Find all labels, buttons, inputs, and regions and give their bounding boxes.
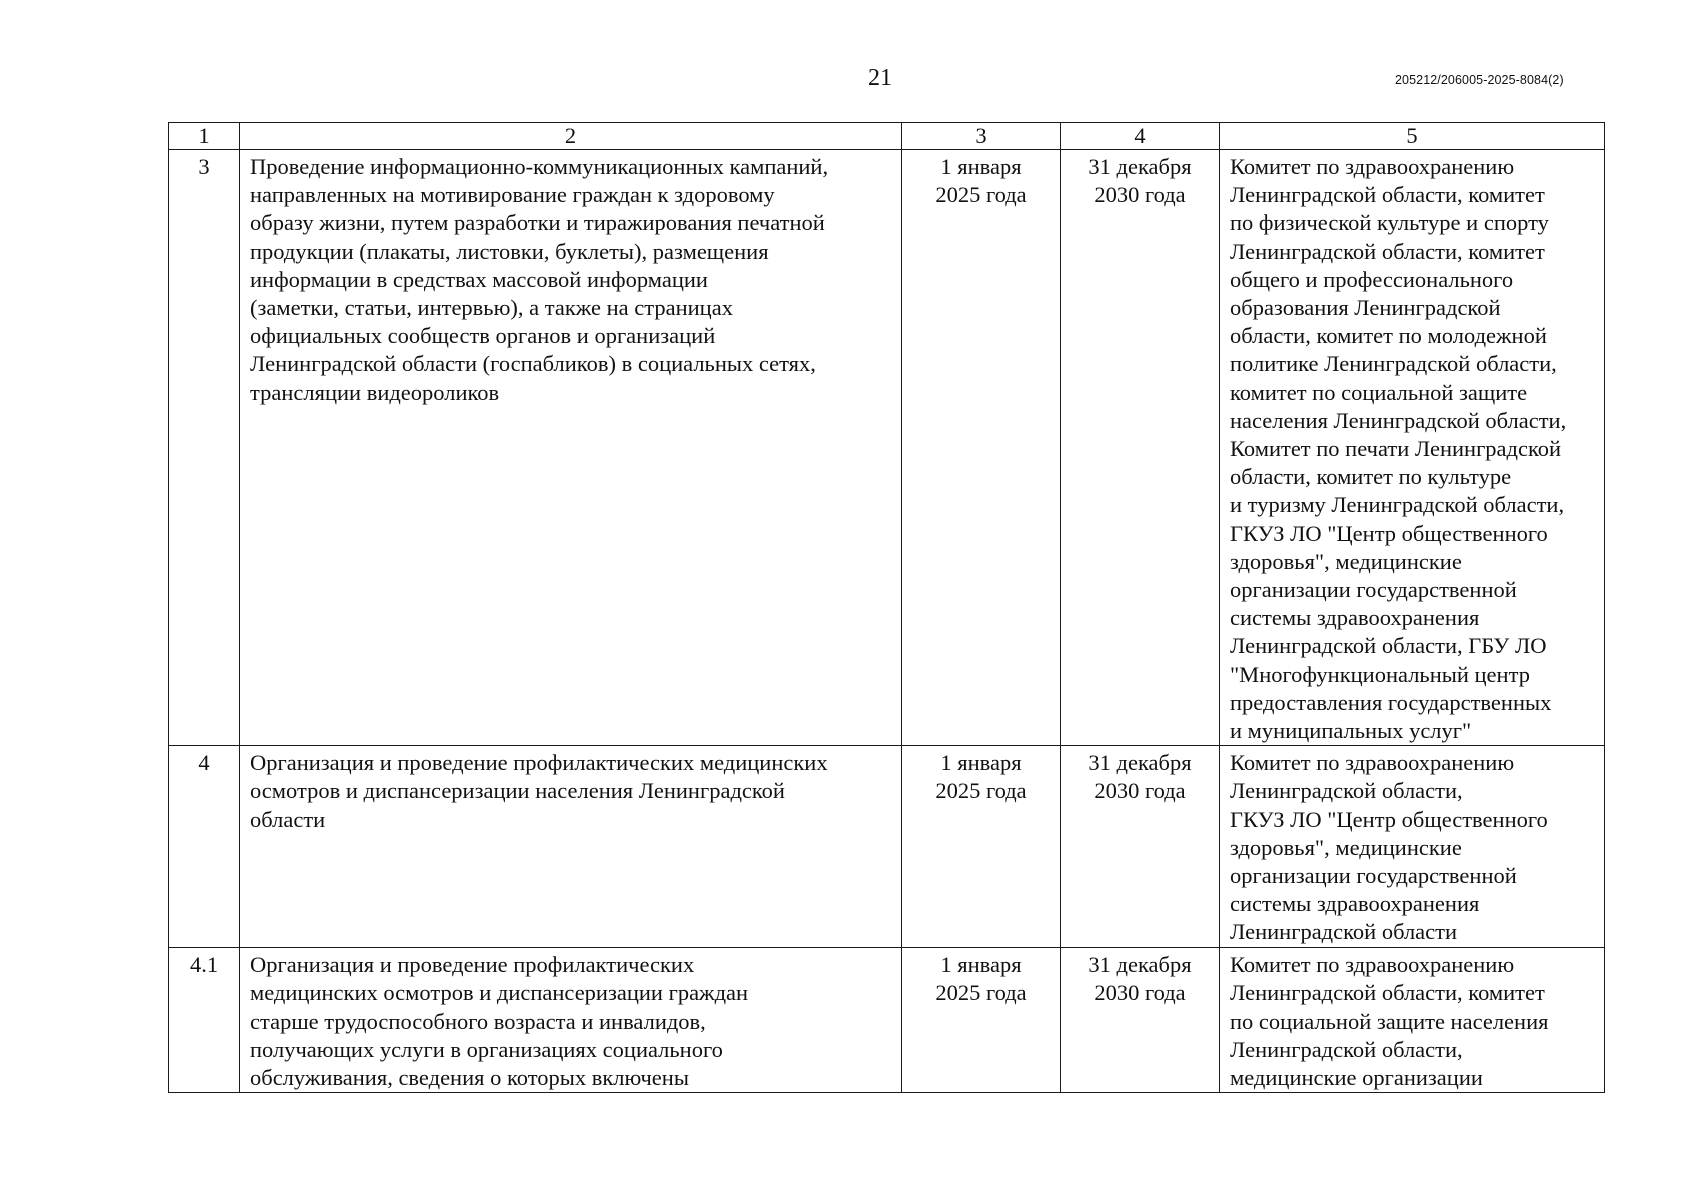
description-line: получающих услуги в организациях социального	[250, 1036, 723, 1062]
responsible-executors	[1220, 746, 1605, 948]
responsible-line: Комитет по здравоохранению	[1230, 154, 1515, 179]
responsible-line: Ленинградской области,	[1230, 778, 1463, 804]
start-date-line: 2025 года	[935, 182, 1027, 208]
responsible-line: Ленинградской области, ГБУ ЛО	[1230, 633, 1547, 659]
table-row	[169, 948, 1605, 1093]
end-date-line: 31 декабря	[1088, 952, 1192, 978]
responsible-line: организации государственной	[1230, 863, 1517, 889]
responsible-line: организации государственной	[1230, 577, 1517, 603]
end-date	[1061, 150, 1220, 746]
end-date-line: 2030 года	[1094, 182, 1186, 208]
responsible-executors	[1220, 948, 1605, 1093]
column-number-header-row	[169, 123, 1605, 150]
start-date-line: 1 января	[940, 952, 1022, 978]
end-date-line: 2030 года	[1094, 778, 1186, 804]
responsible-line: ГКУЗ ЛО "Центр общественного	[1230, 520, 1548, 546]
start-date-line: 2025 года	[935, 980, 1027, 1006]
start-date-line: 1 января	[940, 154, 1022, 179]
row-number: 4	[169, 746, 240, 948]
description-line: образу жизни, путем разработки и тиражирования печатной	[250, 210, 825, 236]
start-date-line: 2025 года	[935, 778, 1027, 804]
responsible-line: Ленинградской области, комитет	[1230, 980, 1545, 1006]
responsible-line: Ленинградской области, комитет	[1230, 182, 1545, 208]
responsible-line: по социальной защите населения	[1230, 1008, 1549, 1034]
responsible-line: образования Ленинградской	[1230, 295, 1501, 321]
description-line: медицинских осмотров и диспансеризации граждан	[250, 980, 749, 1006]
activity-description	[240, 746, 902, 948]
responsible-line: по физической культуре и спорту	[1230, 210, 1549, 236]
responsible-line: и муниципальных услуг"	[1230, 718, 1472, 744]
column-header-1: 1	[169, 123, 240, 150]
responsible-line: комитет по социальной защите	[1230, 379, 1528, 405]
end-date-line: 31 декабря	[1088, 750, 1192, 776]
description-line: (заметки, статьи, интервью), а также на страницах	[250, 295, 733, 321]
responsible-line: области, комитет по культуре	[1230, 464, 1512, 490]
start-date	[902, 150, 1061, 746]
column-header-4: 4	[1061, 123, 1220, 150]
responsible-executors	[1220, 150, 1605, 746]
end-date-line: 2030 года	[1094, 980, 1186, 1006]
responsible-line: Ленинградской области, комитет	[1230, 238, 1545, 264]
responsible-line: здоровья", медицинские	[1230, 548, 1462, 574]
description-line: области	[250, 806, 326, 832]
activity-description	[240, 150, 902, 746]
row-number: 4.1	[169, 948, 240, 1093]
row-number: 3	[169, 150, 240, 746]
description-line: информации в средствах массовой информации	[250, 266, 708, 292]
activity-description	[240, 948, 902, 1093]
plan-table	[168, 122, 1605, 1093]
description-line: Проведение информационно-коммуникационных кампаний,	[250, 154, 829, 179]
table-row	[169, 746, 1605, 948]
description-line: официальных сообществ органов и организаций	[250, 323, 716, 349]
responsible-line: области, комитет по молодежной	[1230, 323, 1547, 349]
responsible-line: Ленинградской области,	[1230, 1036, 1463, 1062]
start-date-line: 1 января	[940, 750, 1022, 776]
description-line: осмотров и диспансеризации населения Ленинградской	[250, 778, 785, 804]
responsible-line: предоставления государственных	[1230, 689, 1552, 715]
column-header-3: 3	[902, 123, 1061, 150]
description-line: трансляции видеороликов	[250, 379, 500, 405]
responsible-line: общего и профессионального	[1230, 266, 1514, 292]
description-line: Организация и проведение профилактических медицинских	[250, 750, 828, 776]
end-date	[1061, 746, 1220, 948]
start-date	[902, 948, 1061, 1093]
responsible-line: Комитет по здравоохранению	[1230, 952, 1515, 978]
description-line: старше трудоспособного возраста и инвалидов,	[250, 1008, 706, 1034]
responsible-line: системы здравоохранения	[1230, 891, 1480, 917]
end-date	[1061, 948, 1220, 1093]
responsible-line: политике Ленинградской области,	[1230, 351, 1557, 377]
responsible-line: ГКУЗ ЛО "Центр общественного	[1230, 806, 1548, 832]
document-registration-code: 205212/206005-2025-8084(2)	[1395, 73, 1564, 87]
description-line: Ленинградской области (госпабликов) в социальных сетях,	[250, 351, 816, 377]
responsible-line: Ленинградской области	[1230, 919, 1458, 945]
responsible-line: населения Ленинградской области,	[1230, 407, 1567, 433]
responsible-line: Комитет по печати Ленинградской	[1230, 436, 1562, 462]
end-date-line: 31 декабря	[1088, 154, 1192, 179]
responsible-line: системы здравоохранения	[1230, 605, 1480, 631]
description-line: обслуживания, сведения о которых включены	[250, 1065, 689, 1091]
description-line: продукции (плакаты, листовки, буклеты), размещения	[250, 238, 769, 264]
table-row	[169, 150, 1605, 746]
column-header-2: 2	[240, 123, 902, 150]
responsible-line: "Многофункциональный центр	[1230, 661, 1530, 687]
responsible-line: и туризму Ленинградской области,	[1230, 492, 1565, 518]
column-header-5: 5	[1220, 123, 1605, 150]
responsible-line: здоровья", медицинские	[1230, 834, 1462, 860]
description-line: Организация и проведение профилактических	[250, 952, 695, 978]
responsible-line: Комитет по здравоохранению	[1230, 750, 1515, 776]
page-number: 21	[868, 65, 892, 91]
description-line: направленных на мотивирование граждан к здоровому	[250, 182, 775, 208]
start-date	[902, 746, 1061, 948]
responsible-line: медицинские организации	[1230, 1065, 1483, 1091]
